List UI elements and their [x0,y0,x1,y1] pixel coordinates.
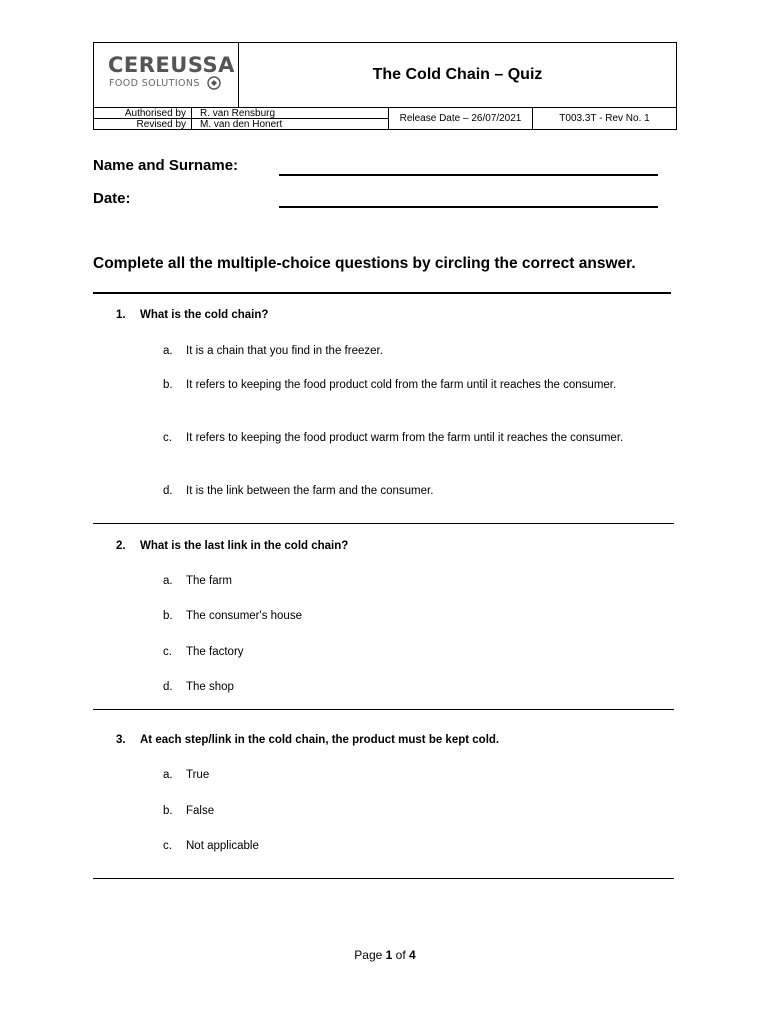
option-text: Not applicable [186,840,259,852]
answer-option[interactable] [163,429,643,448]
question-1 [116,309,268,321]
option-letter: a. [163,769,173,781]
section-divider [93,292,671,294]
option-text: It refers to keeping the food product warm from the farm until it reaches the consumer. [186,432,624,444]
option-text: It refers to keeping the food product cold from the farm until it reaches the consumer. [186,379,617,391]
page-footer [0,948,770,962]
option-text: False [186,805,215,817]
question-divider [93,709,674,710]
answer-option[interactable] [163,376,643,395]
question-number: 1. [116,309,126,321]
option-letter: b. [163,805,173,817]
logo-tagline: FOOD SOLUTIONS [109,78,200,89]
question-text: At each step/link in the cold chain, the product must be kept cold. [140,734,500,746]
document-reference: T003.3T - Rev No. 1 [559,113,650,124]
date-label: Date: [93,190,131,207]
answer-option[interactable] [163,482,643,501]
instruction-text: Complete all the multiple-choice questions by circling the correct answer. [93,255,636,272]
answer-option[interactable] [163,678,643,697]
company-logo [94,43,239,107]
option-letter: b. [163,610,173,622]
question-number: 2. [116,540,126,552]
authorised-name: R. van Rensburg [192,108,389,119]
option-text: The consumer's house [186,610,302,622]
option-text: True [186,769,210,781]
document-header [93,42,677,130]
option-letter: a. [163,345,173,357]
name-answer-line[interactable] [279,174,658,176]
logo-wordmark: CEREUSSA [108,53,235,77]
page-total: 4 [409,948,416,962]
answer-option[interactable] [163,572,643,591]
option-letter: b. [163,379,173,391]
page-word: Page [354,948,386,962]
answer-option[interactable] [163,837,643,856]
option-letter: a. [163,575,173,587]
release-date: Release Date – 26/07/2021 [389,108,533,130]
question-number: 3. [116,734,126,746]
option-text: The factory [186,646,244,658]
question-text: What is the last link in the cold chain? [140,540,349,552]
name-label: Name and Surname: [93,157,239,174]
revised-label: Revised by [94,119,192,130]
page-current: 1 [385,948,393,962]
question-divider [93,523,674,524]
question-3 [116,734,499,746]
question-text: What is the cold chain? [140,309,269,321]
page-of: of [392,948,410,962]
option-letter: c. [163,432,172,444]
date-answer-line[interactable] [279,206,658,208]
answer-option[interactable] [163,607,643,626]
option-letter: c. [163,840,172,852]
option-text: It is the link between the farm and the consumer. [186,485,434,497]
answer-option[interactable] [163,342,643,361]
authorised-label: Authorised by [94,108,192,119]
option-letter: d. [163,681,173,693]
question-2 [116,540,348,552]
answer-option[interactable] [163,766,643,785]
answer-option[interactable] [163,802,643,821]
logo-emblem-icon [207,76,221,90]
option-letter: c. [163,646,172,658]
question-divider [93,878,674,879]
option-text: The shop [186,681,234,693]
revised-name: M. van den Honert [192,119,389,130]
option-text: It is a chain that you find in the freezer. [186,345,383,357]
option-text: The farm [186,575,233,587]
document-control-row [94,107,676,129]
option-letter: d. [163,485,173,497]
document-title: The Cold Chain – Quiz [372,66,543,83]
answer-option[interactable] [163,643,643,662]
